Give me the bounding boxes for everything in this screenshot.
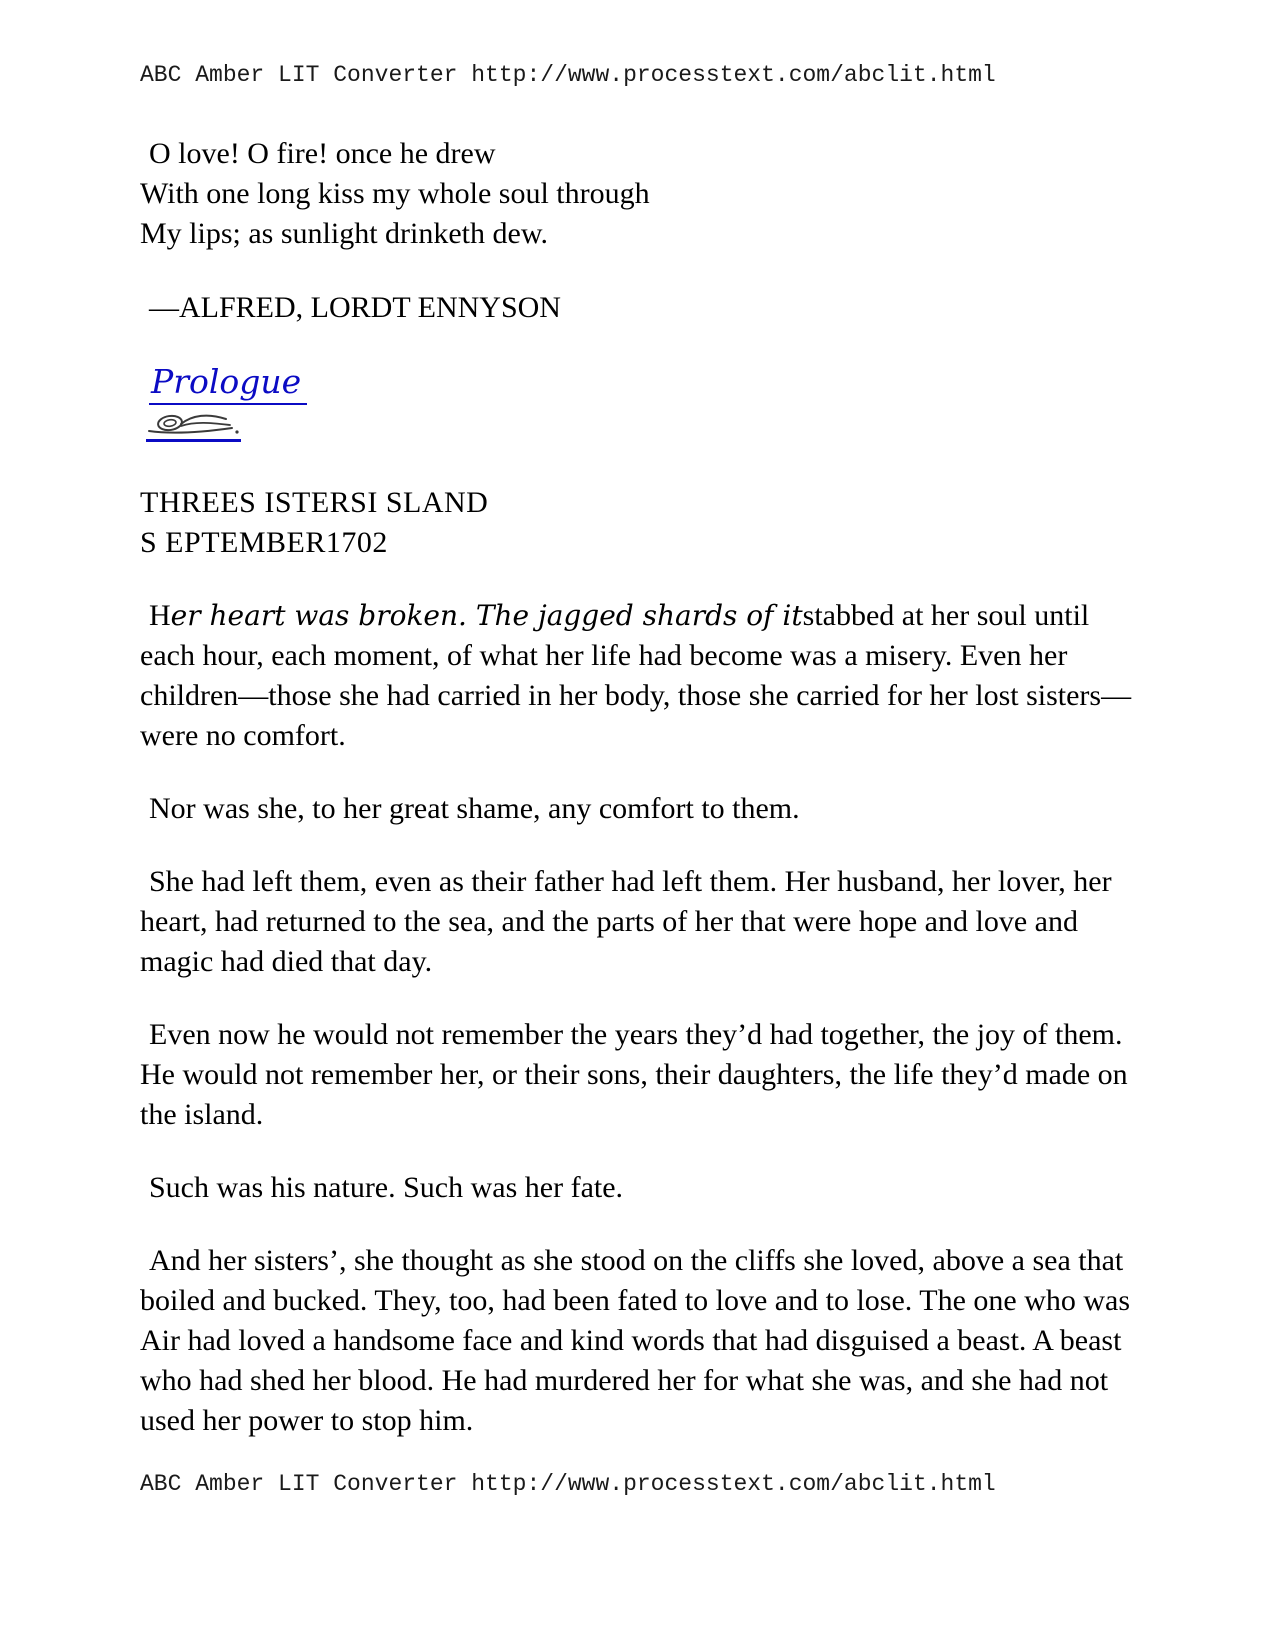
poem-attribution: —ALFRED, LORDT ENNYSON: [149, 291, 561, 324]
prologue-section: [140, 362, 1140, 447]
poem-line: O love! O fire! once he drew: [149, 137, 496, 170]
paragraph: Nor was she, to her great shame, any comfort to them.: [149, 792, 800, 825]
paragraph: [140, 596, 1140, 756]
paragraph: Even now he would not remember the years they’d had together, the joy of them. He would not remember her, or their sons, their daughters, the life they’d made on the island.: [140, 1018, 1128, 1131]
converter-header: ABC Amber LIT Converter http://www.processtext.com/abclit.html: [140, 62, 996, 88]
flourish-ornament-link[interactable]: [146, 411, 241, 442]
lead-letter: H: [149, 599, 171, 632]
paragraph: And her sisters’, she thought as she stood on the cliffs she loved, above a sea that boiled and bucked. They, too, had been fated to love and to lose. The one who was Air had loved a handsome face and kind words that had disguised a beast. A beast who had shed her blood. He had murdered her for what she was, and she had not used her power to stop him.: [140, 1244, 1131, 1437]
chapter-heading-line: S EPTEMBER1702: [140, 526, 388, 559]
poem-line: With one long kiss my whole soul through: [140, 177, 650, 210]
lead-italic-phrase: er heart was broken. The jagged shards of it: [170, 599, 803, 632]
poem-epigraph: [140, 134, 1140, 254]
chapter-heading: [140, 483, 1140, 563]
converter-footer: ABC Amber LIT Converter http://www.processtext.com/abclit.html: [140, 1471, 996, 1497]
poem-line: My lips; as sunlight drinketh dew.: [140, 217, 549, 250]
chapter-heading-line: THREES ISTERSI SLAND: [140, 486, 489, 519]
paragraph: She had left them, even as their father had left them. Her husband, her lover, her heart, had returned to the sea, and the parts of her that were hope and love and magic had died that day.: [140, 865, 1112, 978]
paragraph-text: stabbed at her soul until each hour, each moment, of what her life had become was a misery. Even her children—those she had carried in her body, those she carried for her lost sisters—were no comfort.: [140, 599, 1132, 752]
flourish-ornament-icon: [146, 411, 241, 437]
paragraph: Such was his nature. Such was her fate.: [149, 1171, 624, 1204]
prologue-link[interactable]: Prologue: [149, 362, 307, 405]
